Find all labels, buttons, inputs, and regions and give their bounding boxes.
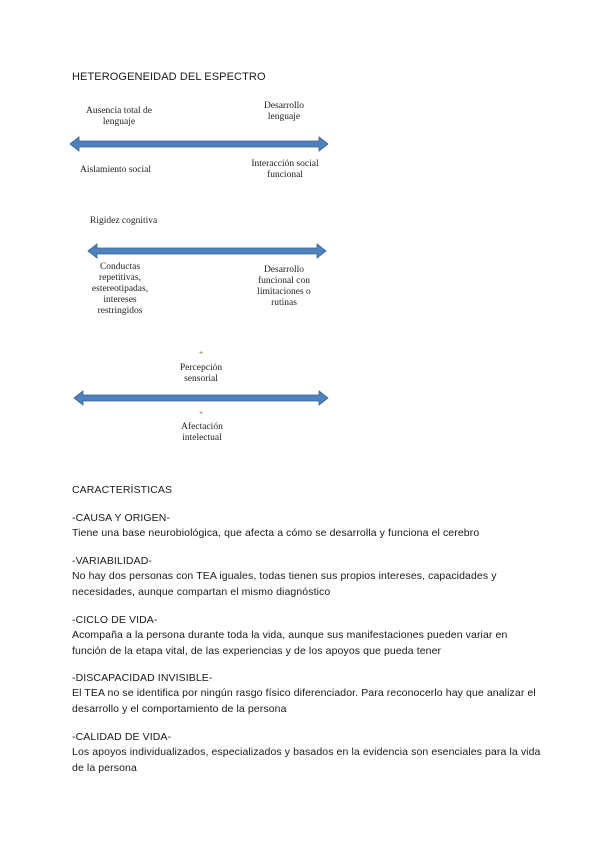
label-functional-development: Desarrollo funcional con limitaciones o rutinas [257,265,311,308]
double-arrow-perception [74,390,328,406]
heading-cause-origin: -CAUSA Y ORIGEN- [72,512,171,524]
label-sensory-perception: Percepción sensorial [179,363,223,384]
heading-variability: -VARIABILIDAD- [72,555,152,567]
label-intellectual-impairment: Afectación intelectual [181,422,223,443]
double-arrow-language [70,136,328,152]
arrow-shape [70,137,328,151]
double-arrow-cognition [88,243,326,259]
text-invisible-disability: El TEA no se identifica por ningún rasgo físico diferenciador. Para reconocerlo hay que analizar el desarrollo y el comportamiento de la persona [72,687,536,715]
label-language-development: Desarrollo lenguaje [263,101,305,122]
arrow-shape [74,391,328,405]
text-cause-origin: Tiene una base neurobiológica, que afecta a cómo se desarrolla y funciona el cerebro [72,527,480,539]
label-repetitive-behaviours: Conductas repetitivas, estereotipadas, intereses restringidos [91,262,149,316]
marker-top: + [198,350,204,357]
label-social-isolation: Aislamiento social [80,165,151,175]
label-absence-language: Ausencia total de lenguaje [86,106,152,127]
heading-life-cycle: -CICLO DE VIDA- [72,614,158,626]
text-quality-of-life: Los apoyos individualizados, especializados y basados en la evidencia son esenciales para la vida de la persona [72,746,541,774]
marker-bottom: + [198,410,204,417]
text-life-cycle: Acompaña a la persona durante toda la vida, aunque sus manifestaciones pueden variar en función de la etapa vital, de las experiencias y de los apoyos que pueda tener [72,629,508,657]
heading-quality-of-life: -CALIDAD DE VIDA- [72,731,172,743]
spectrum-title: HETEROGENEIDAD DEL ESPECTRO [72,71,266,83]
label-cognitive-rigidity: Rigidez cognitiva [90,216,158,226]
characteristics-title: CARACTERÍSTICAS [72,484,173,496]
arrow-shape [88,244,326,258]
label-functional-social-interaction: Interacción social funcional [251,159,319,180]
heading-invisible-disability: -DISCAPACIDAD INVISIBLE- [72,672,213,684]
text-variability: No hay dos personas con TEA iguales, todas tienen sus propios intereses, capacidades y necesidades, aunque compartan el mismo diagnóstico [72,570,497,598]
